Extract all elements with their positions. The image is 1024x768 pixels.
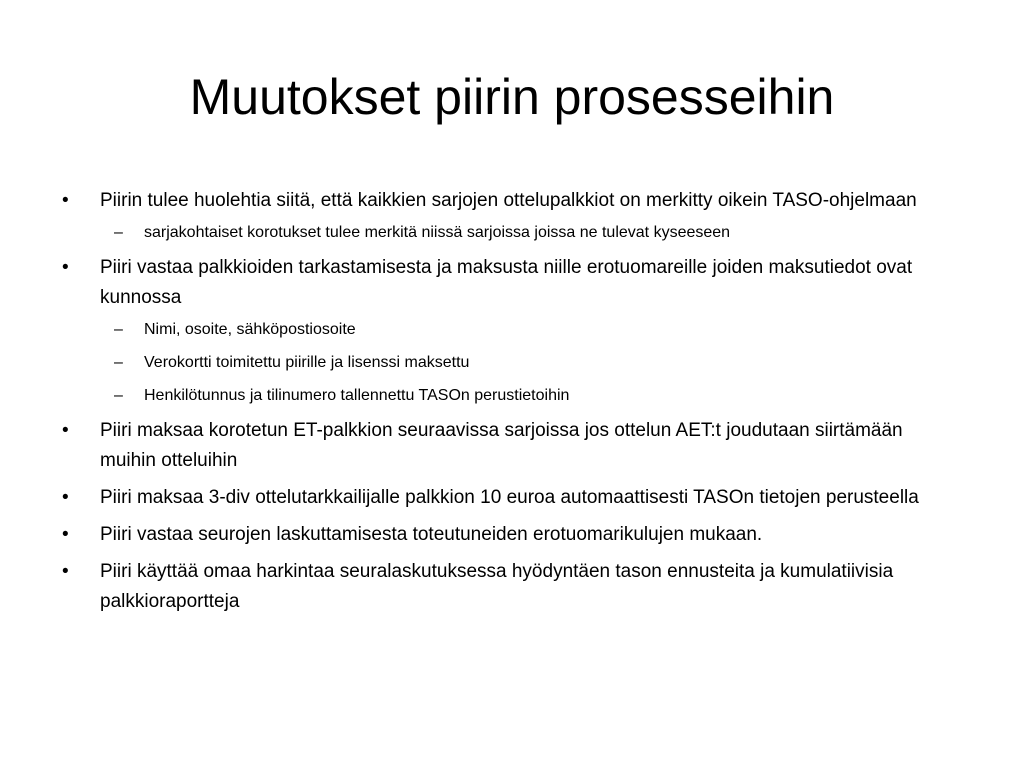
bullet-item [62,253,962,409]
bullet-marker: • [62,420,69,441]
bullet-marker: • [62,524,69,545]
dash-marker: – [114,224,123,241]
sub-bullet-list [100,317,962,409]
sub-bullet-item [100,317,962,343]
bullet-text: Piiri vastaa palkkioiden tarkastamisesta ja maksusta niille erotuomareille joiden maksutiedot ovat kunnossa [100,257,913,308]
dash-marker: – [114,321,123,338]
bullet-item [62,186,962,246]
bullet-item [62,483,962,513]
bullet-text: Piiri vastaa seurojen laskuttamisesta toteutuneiden erotuomarikulujen mukaan. [100,524,763,545]
bullet-text: Piiri maksaa korotetun ET-palkkion seuraavissa sarjoissa jos ottelun AET:t joudutaan siirtämään muihin otteluihin [100,420,903,471]
bullet-text: Piiri käyttää omaa harkintaa seuralaskutuksessa hyödyntäen tason ennusteita ja kumulatiivisia palkkioraportteja [100,561,894,612]
sub-bullet-list [100,220,962,246]
sub-bullet-text: Henkilötunnus ja tilinumero tallennettu TASOn perustietoihin [144,387,570,404]
sub-bullet-text: Verokortti toimitettu piirille ja lisenssi maksettu [144,354,470,371]
sub-bullet-item [100,350,962,376]
bullet-text: Piiri maksaa 3-div ottelutarkkailijalle palkkion 10 euroa automaattisesti TASOn tietojen perusteella [100,487,919,508]
sub-bullet-item [100,383,962,409]
sub-bullet-item [100,220,962,246]
bullet-item [62,557,962,617]
slide-title: Muutokset piirin prosesseihin [189,69,835,125]
sub-bullet-text: sarjakohtaiset korotukset tulee merkitä niissä sarjoissa joissa ne tulevat kyseeseen [144,224,731,241]
bullet-marker: • [62,487,69,508]
bullet-item [62,416,962,476]
bullet-marker: • [62,561,69,582]
dash-marker: – [114,387,123,404]
bullet-item [62,520,962,550]
sub-bullet-text: Nimi, osoite, sähköpostiosoite [144,321,356,338]
bullet-list [62,186,962,624]
bullet-marker: • [62,257,69,278]
bullet-text: Piirin tulee huolehtia siitä, että kaikkien sarjojen ottelupalkkiot on merkitty oikein TASO-ohjelmaan [100,190,917,211]
bullet-marker: • [62,190,69,211]
dash-marker: – [114,354,123,371]
